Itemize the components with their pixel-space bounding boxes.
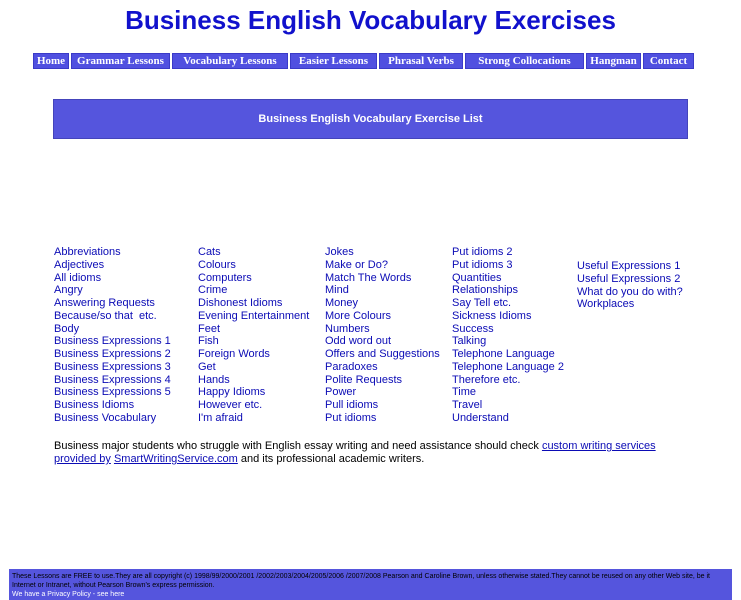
- exercise-link[interactable]: Get: [198, 360, 216, 373]
- exercise-link[interactable]: Evening Entertainment: [198, 309, 310, 322]
- exercise-link[interactable]: Useful Expressions 1: [577, 260, 681, 272]
- exercise-link[interactable]: Because/so that etc.: [54, 309, 157, 322]
- exercise-link[interactable]: Abbreviations: [54, 246, 121, 258]
- banner-title: Business English Vocabulary Exercise List: [258, 113, 483, 125]
- exercise-link[interactable]: Business Expressions 4: [54, 373, 171, 386]
- copyright-text: These Lessons are FREE to use.They are all copyright (c) 1998/99/2000/2001 /2002/2003/2004/2005/2006 /2007/2008 Pearson and Caroline Brown, unless otherwise stated.They cannot be reused on any other Web site, be it Internet or Intranet, without Pearson Brown's express permission.: [12, 573, 710, 589]
- exercise-link[interactable]: Computers: [198, 271, 252, 284]
- smartwritingservice-link[interactable]: SmartWritingService.com: [113, 453, 238, 465]
- exercise-list-banner: [53, 99, 688, 139]
- nav-grammar-lessons-link[interactable]: Grammar Lessons: [71, 53, 170, 69]
- exercise-link[interactable]: Hands: [198, 373, 230, 386]
- exercise-link[interactable]: Body: [54, 322, 80, 335]
- exercise-column-2: [198, 246, 309, 425]
- promo-paragraph: [54, 440, 694, 466]
- exercise-link[interactable]: Answering Requests: [54, 297, 155, 309]
- exercise-link[interactable]: Offers and Suggestions: [325, 348, 440, 360]
- exercise-link[interactable]: Match The Words: [325, 271, 412, 284]
- exercise-link[interactable]: What do you do with?: [577, 285, 683, 298]
- exercise-link[interactable]: I'm afraid: [198, 411, 243, 424]
- exercise-link[interactable]: Cats: [198, 246, 221, 258]
- exercise-link[interactable]: Success: [452, 322, 494, 335]
- exercise-link[interactable]: Put idioms 2: [452, 246, 513, 258]
- exercise-link[interactable]: Put idioms 3: [452, 258, 513, 271]
- exercise-link[interactable]: Workplaces: [577, 298, 635, 311]
- exercise-link[interactable]: Say Tell etc.: [452, 297, 512, 309]
- exercise-link[interactable]: Therefore etc.: [452, 373, 521, 386]
- nav-easier-lessons-link[interactable]: Easier Lessons: [290, 53, 377, 69]
- exercise-link[interactable]: Understand: [452, 411, 509, 424]
- exercise-link[interactable]: Dishonest Idioms: [198, 297, 283, 309]
- exercise-link[interactable]: Happy Idioms: [198, 386, 266, 399]
- exercise-link[interactable]: Power: [325, 386, 357, 399]
- exercise-link[interactable]: Make or Do?: [325, 258, 388, 271]
- privacy-policy-link[interactable]: We have a Privacy Policy - see here: [12, 591, 125, 598]
- exercise-link[interactable]: Relationships: [452, 284, 519, 297]
- nav-phrasal-verbs-link[interactable]: Phrasal Verbs: [379, 53, 463, 69]
- exercise-link[interactable]: Pull idioms: [325, 399, 379, 411]
- exercise-link[interactable]: Business Expressions 5: [54, 386, 171, 399]
- promo-text-end: and its professional academic writers.: [237, 453, 425, 465]
- exercise-link[interactable]: Useful Expressions 2: [577, 272, 681, 285]
- exercise-link[interactable]: Talking: [452, 335, 487, 348]
- page-title: Business English Vocabulary Exercises: [125, 5, 616, 35]
- exercise-link[interactable]: Money: [325, 297, 359, 309]
- exercise-link[interactable]: Odd word out: [325, 335, 392, 348]
- exercise-link[interactable]: Angry: [54, 284, 83, 297]
- exercise-link[interactable]: Put idioms: [325, 411, 377, 424]
- exercise-link[interactable]: Business Vocabulary: [54, 411, 157, 424]
- exercise-link[interactable]: Business Expressions 3: [54, 360, 171, 373]
- exercise-link[interactable]: Business Expressions 2: [54, 348, 171, 360]
- exercise-link[interactable]: Colours: [198, 258, 236, 271]
- exercise-link[interactable]: All idioms: [54, 271, 102, 284]
- nav-vocabulary-lessons-link[interactable]: Vocabulary Lessons: [172, 53, 288, 69]
- exercise-link[interactable]: However etc.: [198, 399, 263, 411]
- exercise-link[interactable]: Numbers: [325, 322, 370, 335]
- exercise-link[interactable]: Fish: [198, 335, 219, 348]
- exercise-link[interactable]: Telephone Language: [452, 348, 555, 360]
- exercise-link[interactable]: Sickness Idioms: [452, 309, 532, 322]
- exercise-link[interactable]: Business Expressions 1: [54, 335, 171, 348]
- exercise-link[interactable]: Adjectives: [54, 258, 105, 271]
- exercise-column-5: [577, 260, 683, 311]
- writing-service-link[interactable]: custom writing services provided by: [54, 440, 656, 465]
- exercise-link[interactable]: Mind: [325, 284, 349, 297]
- exercise-link[interactable]: Time: [452, 386, 477, 399]
- promo-text: Business major students who struggle with English essay writing and need assistance should check: [54, 440, 542, 452]
- exercise-link[interactable]: Crime: [198, 284, 228, 297]
- nav-hangman-link[interactable]: Hangman: [586, 53, 641, 69]
- exercise-link[interactable]: Travel: [452, 399, 483, 411]
- exercise-link[interactable]: Polite Requests: [325, 373, 403, 386]
- nav-contact-link[interactable]: Contact: [643, 53, 694, 69]
- exercise-link[interactable]: Quantities: [452, 271, 502, 284]
- exercise-column-3: [325, 246, 440, 425]
- exercise-link[interactable]: Feet: [198, 322, 221, 335]
- exercise-link[interactable]: Jokes: [325, 246, 354, 258]
- exercise-link[interactable]: Telephone Language 2: [452, 360, 564, 373]
- nav-home-link[interactable]: Home: [33, 53, 69, 69]
- exercise-column-4: [452, 246, 564, 425]
- exercise-column-1: [54, 246, 171, 425]
- nav-strong-collocations-link[interactable]: Strong Collocations: [465, 53, 584, 69]
- main-nav: [33, 53, 696, 69]
- exercise-link[interactable]: Paradoxes: [325, 360, 378, 373]
- exercise-link[interactable]: Foreign Words: [198, 348, 270, 360]
- exercise-link[interactable]: Business Idioms: [54, 399, 135, 411]
- exercise-link[interactable]: More Colours: [325, 309, 392, 322]
- footer: [9, 569, 732, 600]
